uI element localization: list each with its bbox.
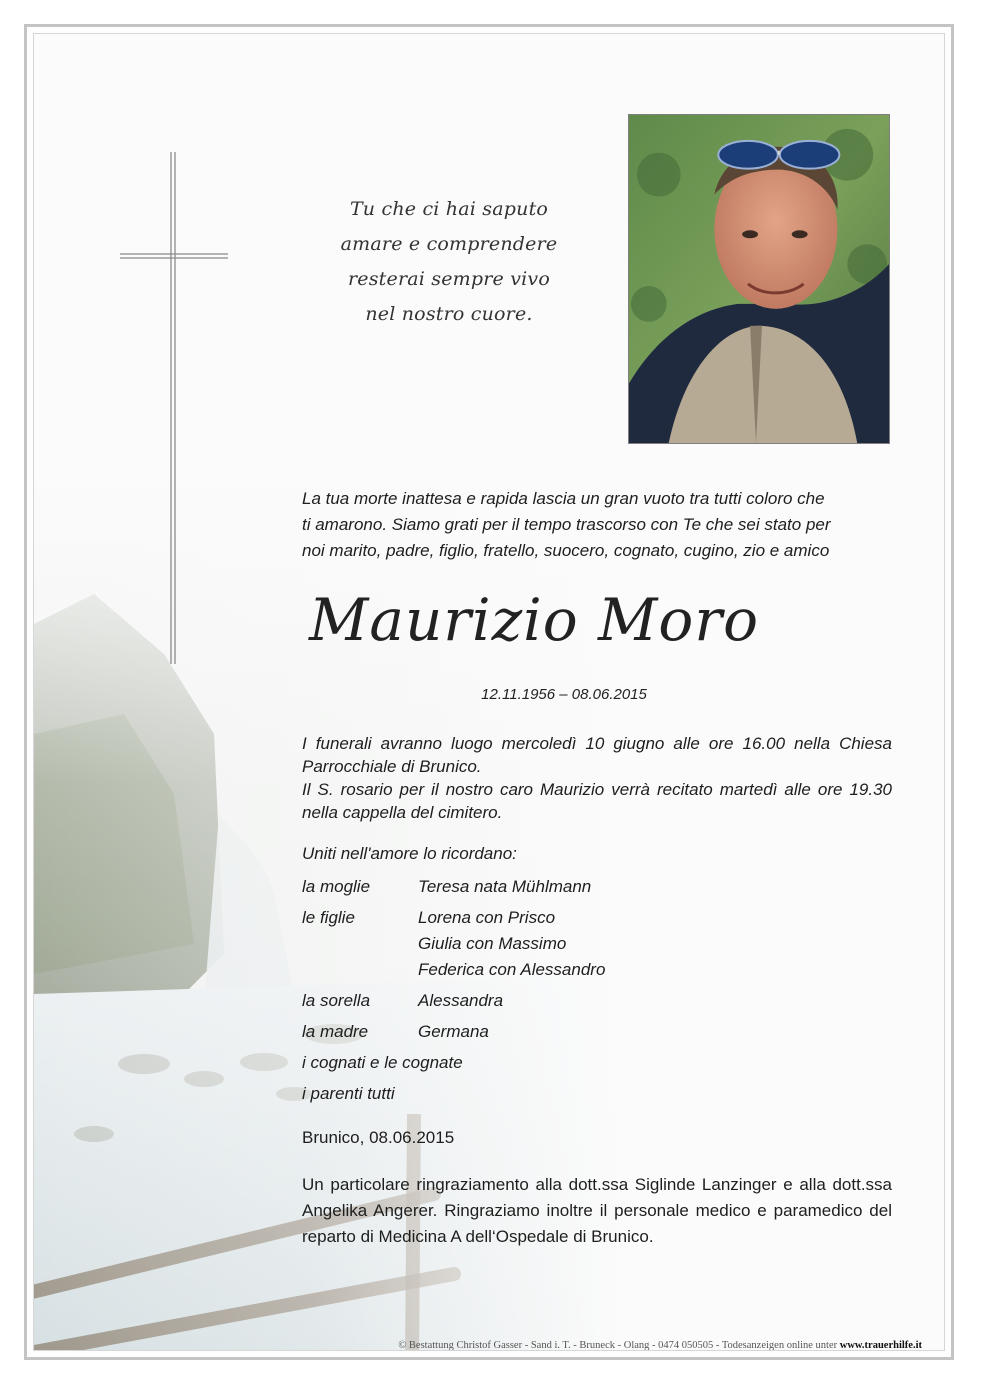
footer-credits bbox=[302, 1340, 922, 1351]
relative-group bbox=[302, 1019, 862, 1045]
relative-label: la sorella bbox=[302, 991, 371, 1010]
poem-line: amare e comprendere bbox=[340, 233, 558, 255]
relative-group bbox=[302, 1081, 862, 1107]
footer-text: © Bestattung Christof Gasser - Sand i. T. - Bruneck - Olang - 0474 050505 - Todesanzeigen online unter bbox=[398, 1340, 840, 1351]
deceased-name: Maurizio Moro bbox=[308, 586, 759, 654]
footer-website-link[interactable]: www.trauerhilfe.it bbox=[839, 1340, 922, 1351]
memorial-poem bbox=[314, 192, 584, 332]
relative-group bbox=[302, 1050, 862, 1076]
funeral-paragraph: I funerali avranno luogo mercoledì 10 giugno alle ore 16.00 nella Chiesa Parrocchiale di Brunico. bbox=[302, 734, 892, 776]
relatives-heading: Uniti nell'amore lo ricordano: bbox=[302, 844, 517, 863]
rosary-paragraph: Il S. rosario per il nostro caro Maurizio verrà recitato martedì alle ore 19.30 nella cappella del cimitero. bbox=[302, 780, 892, 822]
relative-label: la moglie bbox=[302, 877, 371, 896]
intro-text bbox=[302, 486, 902, 564]
relative-name: Lorena con Prisco bbox=[418, 908, 556, 927]
relative-label: i parenti tutti bbox=[302, 1084, 395, 1103]
relative-label: i cognati e le cognate bbox=[302, 1053, 463, 1072]
relative-group bbox=[302, 988, 862, 1014]
poem-line: resterai sempre vivo bbox=[347, 268, 550, 290]
place-and-date: Brunico, 08.06.2015 bbox=[302, 1128, 455, 1147]
card-inner-frame bbox=[33, 33, 945, 1351]
portrait-photo bbox=[628, 114, 890, 444]
life-dates: 12.11.1956 – 08.06.2015 bbox=[481, 686, 647, 703]
relative-name: Alessandra bbox=[418, 991, 504, 1010]
cross-icon bbox=[120, 152, 228, 664]
poem-line: nel nostro cuore. bbox=[365, 303, 533, 325]
relative-name: Teresa nata Mühlmann bbox=[418, 877, 592, 896]
intro-line: noi marito, padre, figlio, fratello, suocero, cognato, cugino, zio e amico bbox=[302, 541, 830, 560]
relatives-list bbox=[302, 842, 862, 1112]
intro-line: La tua morte inattesa e rapida lascia un gran vuoto tra tutti coloro che bbox=[302, 489, 825, 508]
relative-name: Giulia con Massimo bbox=[418, 934, 567, 953]
relative-label: le figlie bbox=[302, 908, 355, 927]
intro-line: ti amarono. Siamo grati per il tempo trascorso con Te che sei stato per bbox=[302, 515, 831, 534]
funeral-details bbox=[302, 732, 892, 824]
relative-group bbox=[302, 905, 862, 983]
relative-name: Federica con Alessandro bbox=[418, 960, 606, 979]
relative-group bbox=[302, 874, 862, 900]
poem-line: Tu che ci hai saputo bbox=[349, 198, 549, 220]
card-outer-frame bbox=[24, 24, 954, 1360]
thanks-text: Un particolare ringraziamento alla dott.ssa Siglinde Lanzinger e alla dott.ssa Angelika Angerer. Ringraziamo inoltre il personale medico e paramedico del reparto di Medicina A dell‘Ospedale di Brunico. bbox=[302, 1175, 892, 1246]
relative-name: Germana bbox=[418, 1022, 489, 1041]
relative-label: la madre bbox=[302, 1022, 369, 1041]
